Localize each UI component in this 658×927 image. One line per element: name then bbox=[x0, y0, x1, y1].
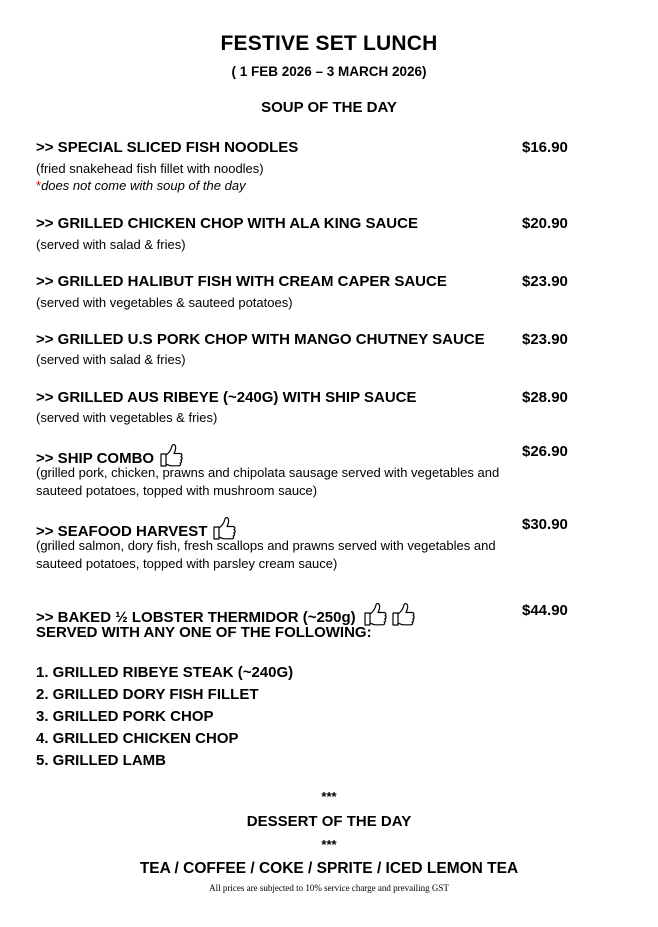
item-description: SERVED WITH ANY ONE OF THE FOLLOWING: bbox=[36, 624, 372, 641]
note-text: does not come with soup of the day bbox=[41, 178, 246, 193]
option-item: 1. GRILLED RIBEYE STEAK (~240G) bbox=[36, 664, 294, 681]
item-description: (served with vegetables & fries) bbox=[36, 410, 218, 425]
price-footnote: All prices are subjected to 10% service charge and prevailing GST bbox=[209, 883, 449, 893]
note-asterisk: * bbox=[36, 178, 42, 193]
item-name: >> BAKED ½ LOBSTER THERMIDOR (~250g) bbox=[36, 609, 356, 626]
item-name: >> SHIP COMBO bbox=[36, 450, 155, 467]
item-price: $44.90 bbox=[522, 602, 568, 619]
item-description: (served with salad & fries) bbox=[36, 237, 186, 252]
item-price: $30.90 bbox=[522, 516, 568, 533]
menu-dates: ( 1 FEB 2026 – 3 MARCH 2026) bbox=[231, 64, 427, 79]
item-price: $16.90 bbox=[522, 139, 568, 156]
separator: *** bbox=[321, 837, 337, 852]
item-price: $23.90 bbox=[522, 331, 568, 348]
option-item: 3. GRILLED PORK CHOP bbox=[36, 708, 214, 725]
dessert-of-the-day: DESSERT OF THE DAY bbox=[246, 813, 412, 830]
thumbs-up-icon bbox=[390, 600, 416, 628]
item-note bbox=[36, 178, 246, 193]
item-description: (served with vegetables & sauteed potatoes) bbox=[36, 295, 293, 310]
separator: *** bbox=[321, 789, 337, 804]
item-price: $26.90 bbox=[522, 443, 568, 460]
item-name: >> SPECIAL SLICED FISH NOODLES bbox=[36, 139, 299, 156]
item-name: >> GRILLED CHICKEN CHOP WITH ALA KING SAUCE bbox=[36, 215, 418, 232]
option-item: 4. GRILLED CHICKEN CHOP bbox=[36, 730, 239, 747]
soup-of-the-day: SOUP OF THE DAY bbox=[261, 99, 397, 116]
item-description: (fried snakehead fish fillet with noodles) bbox=[36, 161, 264, 176]
item-name: >> GRILLED AUS RIBEYE (~240G) WITH SHIP SAUCE bbox=[36, 389, 417, 406]
item-price: $20.90 bbox=[522, 215, 568, 232]
item-name: >> GRILLED U.S PORK CHOP WITH MANGO CHUTNEY SAUCE bbox=[36, 331, 485, 348]
option-item: 5. GRILLED LAMB bbox=[36, 752, 166, 769]
item-description: (grilled pork, chicken, prawns and chipolata sausage served with vegetables and sauteed potatoes, topped with mushroom sauce) bbox=[36, 465, 500, 498]
drinks-list: TEA / COFFEE / COKE / SPRITE / ICED LEMON TEA bbox=[139, 860, 519, 877]
menu-title: FESTIVE SET LUNCH bbox=[220, 32, 438, 55]
item-name: >> SEAFOOD HARVEST bbox=[36, 523, 208, 540]
item-price: $23.90 bbox=[522, 273, 568, 290]
item-name: >> GRILLED HALIBUT FISH WITH CREAM CAPER SAUCE bbox=[36, 273, 447, 290]
item-description: (grilled salmon, dory fish, fresh scallops and prawns served with vegetables and sauteed potatoes, topped with parsley cream sauce) bbox=[36, 538, 496, 571]
option-item: 2. GRILLED DORY FISH FILLET bbox=[36, 686, 259, 703]
item-description: (served with salad & fries) bbox=[36, 352, 186, 367]
item-price: $28.90 bbox=[522, 389, 568, 406]
